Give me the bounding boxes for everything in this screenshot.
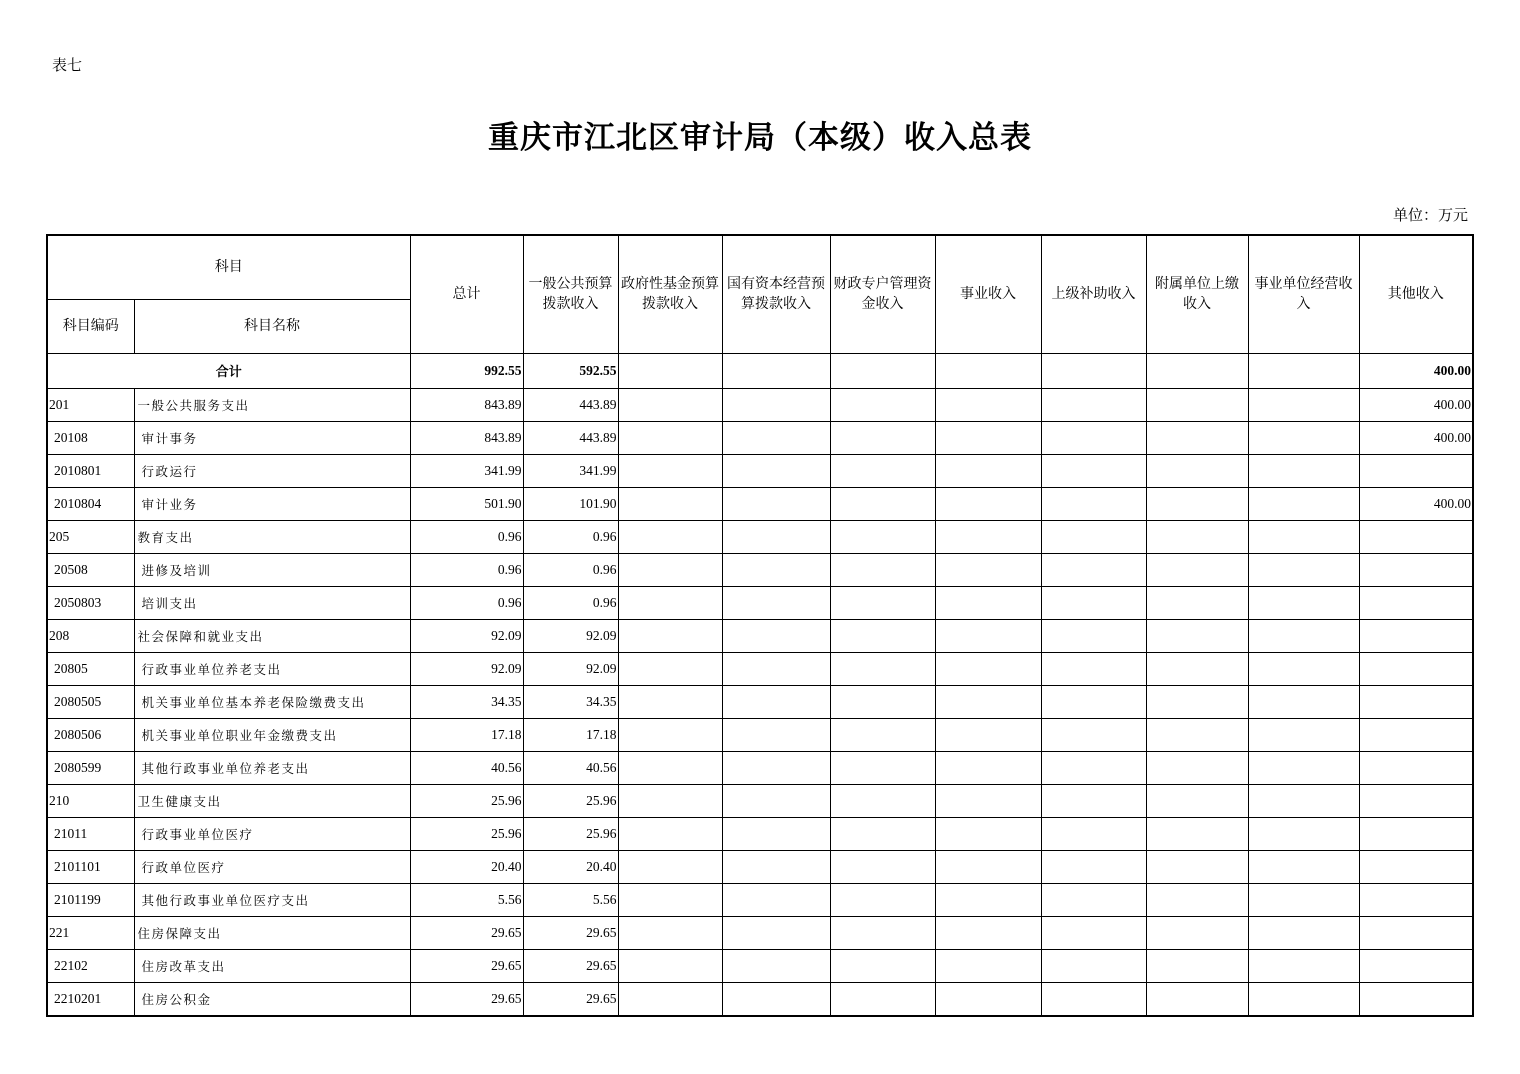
amount-cell xyxy=(935,388,1041,421)
amount-cell xyxy=(935,916,1041,949)
amount-cell: 443.89 xyxy=(523,388,618,421)
amount-cell: 0.96 xyxy=(410,586,523,619)
amount-cell xyxy=(722,487,830,520)
amount-cell xyxy=(722,883,830,916)
amount-cell xyxy=(618,949,722,982)
amount-cell xyxy=(935,784,1041,817)
subject-name-cell: 审计事务 xyxy=(134,421,410,454)
amount-cell: 92.09 xyxy=(523,619,618,652)
amount-cell xyxy=(618,817,722,850)
amount-cell xyxy=(1146,685,1248,718)
amount-cell: 20.40 xyxy=(523,850,618,883)
table-row xyxy=(47,652,1473,685)
amount-cell xyxy=(1041,751,1146,784)
page-title: 重庆市江北区审计局（本级）收入总表 xyxy=(488,120,1032,156)
amount-cell: 29.65 xyxy=(410,982,523,1016)
total-label: 合计 xyxy=(47,353,410,388)
amount-cell xyxy=(1248,685,1359,718)
amount-cell: 5.56 xyxy=(410,883,523,916)
amount-cell xyxy=(1146,949,1248,982)
amount-cell xyxy=(1248,454,1359,487)
amount-cell: 25.96 xyxy=(523,784,618,817)
amount-cell xyxy=(1146,652,1248,685)
amount-cell xyxy=(1146,553,1248,586)
subject-name-cell: 卫生健康支出 xyxy=(134,784,410,817)
amount-cell xyxy=(935,751,1041,784)
header-superior-subsidy: 上级补助收入 xyxy=(1041,235,1146,353)
amount-cell xyxy=(935,883,1041,916)
table-row xyxy=(47,685,1473,718)
amount-cell: 25.96 xyxy=(410,784,523,817)
amount-cell xyxy=(830,652,935,685)
subject-code-cell: 205 xyxy=(47,520,134,553)
amount-cell xyxy=(618,421,722,454)
amount-cell: 17.18 xyxy=(523,718,618,751)
subject-code-cell: 21011 xyxy=(47,817,134,850)
table-row xyxy=(47,751,1473,784)
amount-cell xyxy=(1146,421,1248,454)
amount-cell: 29.65 xyxy=(410,916,523,949)
amount-cell xyxy=(830,553,935,586)
amount-cell xyxy=(1146,916,1248,949)
amount-cell: 92.09 xyxy=(410,652,523,685)
table-row xyxy=(47,553,1473,586)
amount-cell: 0.96 xyxy=(523,586,618,619)
amount-cell xyxy=(1359,982,1473,1016)
subject-name-cell: 机关事业单位基本养老保险缴费支出 xyxy=(134,685,410,718)
amount-cell xyxy=(722,520,830,553)
subject-code-cell: 2050803 xyxy=(47,586,134,619)
amount-cell xyxy=(830,520,935,553)
header-affiliated: 附属单位上缴收入 xyxy=(1146,235,1248,353)
amount-cell xyxy=(1248,652,1359,685)
total-cell: 992.55 xyxy=(410,353,523,388)
amount-cell xyxy=(1041,718,1146,751)
amount-cell xyxy=(1041,817,1146,850)
amount-cell: 29.65 xyxy=(523,949,618,982)
header-business: 事业收入 xyxy=(935,235,1041,353)
amount-cell xyxy=(722,982,830,1016)
amount-cell: 843.89 xyxy=(410,421,523,454)
table-row xyxy=(47,718,1473,751)
amount-cell xyxy=(1359,520,1473,553)
amount-cell xyxy=(1041,949,1146,982)
total-cell xyxy=(1146,353,1248,388)
amount-cell xyxy=(722,850,830,883)
amount-cell xyxy=(935,619,1041,652)
amount-cell xyxy=(830,586,935,619)
subject-name-cell: 一般公共服务支出 xyxy=(134,388,410,421)
header-gov-fund: 政府性基金预算拨款收入 xyxy=(618,235,722,353)
amount-cell: 0.96 xyxy=(410,553,523,586)
amount-cell: 25.96 xyxy=(523,817,618,850)
amount-cell xyxy=(1248,883,1359,916)
table-row xyxy=(47,388,1473,421)
table-row xyxy=(47,421,1473,454)
amount-cell xyxy=(830,850,935,883)
amount-cell xyxy=(1041,454,1146,487)
amount-cell xyxy=(1359,619,1473,652)
subject-code-cell: 201 xyxy=(47,388,134,421)
subject-code-cell: 208 xyxy=(47,619,134,652)
amount-cell xyxy=(1146,751,1248,784)
amount-cell: 34.35 xyxy=(523,685,618,718)
amount-cell xyxy=(1041,388,1146,421)
amount-cell xyxy=(1248,751,1359,784)
subject-code-cell: 221 xyxy=(47,916,134,949)
subject-code-cell: 20805 xyxy=(47,652,134,685)
amount-cell xyxy=(1146,718,1248,751)
amount-cell xyxy=(1041,553,1146,586)
amount-cell xyxy=(830,784,935,817)
amount-cell xyxy=(1359,454,1473,487)
amount-cell xyxy=(1041,586,1146,619)
header-business-operation: 事业单位经营收入 xyxy=(1248,235,1359,353)
table-row xyxy=(47,949,1473,982)
amount-cell xyxy=(722,916,830,949)
amount-cell xyxy=(618,916,722,949)
amount-cell: 400.00 xyxy=(1359,388,1473,421)
amount-cell xyxy=(935,520,1041,553)
subject-code-cell: 2080505 xyxy=(47,685,134,718)
header-subject-name: 科目名称 xyxy=(134,299,410,353)
amount-cell xyxy=(618,850,722,883)
amount-cell xyxy=(830,817,935,850)
subject-code-cell: 20508 xyxy=(47,553,134,586)
amount-cell xyxy=(1146,520,1248,553)
amount-cell: 400.00 xyxy=(1359,421,1473,454)
amount-cell xyxy=(722,817,830,850)
amount-cell xyxy=(1146,784,1248,817)
amount-cell xyxy=(935,553,1041,586)
amount-cell: 501.90 xyxy=(410,487,523,520)
amount-cell xyxy=(935,718,1041,751)
amount-cell xyxy=(935,982,1041,1016)
amount-cell: 92.09 xyxy=(410,619,523,652)
amount-cell xyxy=(830,388,935,421)
amount-cell xyxy=(1248,916,1359,949)
table-row xyxy=(47,586,1473,619)
amount-cell: 0.96 xyxy=(410,520,523,553)
subject-name-cell: 其他行政事业单位医疗支出 xyxy=(134,883,410,916)
amount-cell: 29.65 xyxy=(410,949,523,982)
total-row xyxy=(47,353,1473,388)
table-row xyxy=(47,619,1473,652)
amount-cell xyxy=(1041,850,1146,883)
subject-code-cell: 2080506 xyxy=(47,718,134,751)
amount-cell xyxy=(935,652,1041,685)
amount-cell xyxy=(618,784,722,817)
amount-cell xyxy=(1146,850,1248,883)
amount-cell xyxy=(618,586,722,619)
amount-cell xyxy=(1248,520,1359,553)
amount-cell: 0.96 xyxy=(523,520,618,553)
table-row xyxy=(47,850,1473,883)
amount-cell xyxy=(618,619,722,652)
amount-cell: 40.56 xyxy=(410,751,523,784)
table-row xyxy=(47,454,1473,487)
total-cell xyxy=(722,353,830,388)
amount-cell xyxy=(830,982,935,1016)
amount-cell xyxy=(1146,388,1248,421)
subject-name-cell: 其他行政事业单位养老支出 xyxy=(134,751,410,784)
amount-cell xyxy=(1248,817,1359,850)
amount-cell: 29.65 xyxy=(523,916,618,949)
amount-cell xyxy=(1041,916,1146,949)
amount-cell xyxy=(1146,487,1248,520)
amount-cell xyxy=(722,421,830,454)
amount-cell xyxy=(830,421,935,454)
amount-cell: 0.96 xyxy=(523,553,618,586)
amount-cell: 40.56 xyxy=(523,751,618,784)
amount-cell xyxy=(1359,916,1473,949)
subject-code-cell: 2101199 xyxy=(47,883,134,916)
amount-cell xyxy=(722,619,830,652)
amount-cell: 101.90 xyxy=(523,487,618,520)
amount-cell xyxy=(1248,553,1359,586)
amount-cell xyxy=(830,751,935,784)
amount-cell xyxy=(1041,784,1146,817)
subject-name-cell: 行政运行 xyxy=(134,454,410,487)
subject-name-cell: 进修及培训 xyxy=(134,553,410,586)
total-cell xyxy=(618,353,722,388)
header-total: 总计 xyxy=(410,235,523,353)
amount-cell xyxy=(1248,718,1359,751)
subject-name-cell: 机关事业单位职业年金缴费支出 xyxy=(134,718,410,751)
amount-cell xyxy=(830,883,935,916)
amount-cell: 92.09 xyxy=(523,652,618,685)
subject-code-cell: 2101101 xyxy=(47,850,134,883)
amount-cell xyxy=(1146,454,1248,487)
header-special-account: 财政专户管理资金收入 xyxy=(830,235,935,353)
amount-cell xyxy=(722,388,830,421)
subject-name-cell: 住房改革支出 xyxy=(134,949,410,982)
amount-cell: 443.89 xyxy=(523,421,618,454)
amount-cell xyxy=(1041,421,1146,454)
table-row xyxy=(47,784,1473,817)
total-cell xyxy=(1041,353,1146,388)
total-cell xyxy=(830,353,935,388)
subject-name-cell: 社会保障和就业支出 xyxy=(134,619,410,652)
amount-cell xyxy=(1146,982,1248,1016)
amount-cell xyxy=(1041,982,1146,1016)
amount-cell xyxy=(1248,784,1359,817)
amount-cell xyxy=(618,652,722,685)
total-cell xyxy=(935,353,1041,388)
table-body xyxy=(47,353,1473,1016)
amount-cell xyxy=(722,784,830,817)
amount-cell xyxy=(1359,685,1473,718)
subject-code-cell: 22102 xyxy=(47,949,134,982)
amount-cell xyxy=(1359,553,1473,586)
amount-cell xyxy=(618,388,722,421)
amount-cell xyxy=(722,685,830,718)
table-row xyxy=(47,916,1473,949)
amount-cell xyxy=(830,685,935,718)
subject-name-cell: 行政单位医疗 xyxy=(134,850,410,883)
amount-cell xyxy=(830,487,935,520)
subject-name-cell: 教育支出 xyxy=(134,520,410,553)
subject-code-cell: 210 xyxy=(47,784,134,817)
subject-name-cell: 住房公积金 xyxy=(134,982,410,1016)
table-row xyxy=(47,487,1473,520)
unit-label: 单位：万元 xyxy=(1392,206,1468,224)
table-row xyxy=(47,883,1473,916)
total-cell: 400.00 xyxy=(1359,353,1473,388)
amount-cell xyxy=(618,454,722,487)
amount-cell xyxy=(618,553,722,586)
header-general-budget: 一般公共预算拨款收入 xyxy=(523,235,618,353)
amount-cell xyxy=(618,883,722,916)
amount-cell xyxy=(722,553,830,586)
amount-cell xyxy=(618,982,722,1016)
subject-code-cell: 20108 xyxy=(47,421,134,454)
amount-cell: 34.35 xyxy=(410,685,523,718)
amount-cell xyxy=(1146,619,1248,652)
sheet-label: 表七 xyxy=(52,56,83,74)
amount-cell: 341.99 xyxy=(410,454,523,487)
table-row xyxy=(47,982,1473,1016)
subject-code-cell: 2010801 xyxy=(47,454,134,487)
amount-cell xyxy=(1359,652,1473,685)
subject-code-cell: 2210201 xyxy=(47,982,134,1016)
amount-cell: 843.89 xyxy=(410,388,523,421)
amount-cell xyxy=(618,751,722,784)
subject-name-cell: 培训支出 xyxy=(134,586,410,619)
amount-cell xyxy=(1041,487,1146,520)
amount-cell xyxy=(1248,487,1359,520)
amount-cell xyxy=(1248,586,1359,619)
header-other: 其他收入 xyxy=(1359,235,1473,353)
subject-name-cell: 行政事业单位医疗 xyxy=(134,817,410,850)
amount-cell xyxy=(830,916,935,949)
amount-cell xyxy=(935,949,1041,982)
amount-cell xyxy=(722,454,830,487)
amount-cell xyxy=(935,421,1041,454)
amount-cell xyxy=(1146,817,1248,850)
amount-cell xyxy=(722,949,830,982)
amount-cell xyxy=(618,718,722,751)
amount-cell: 5.56 xyxy=(523,883,618,916)
amount-cell xyxy=(935,817,1041,850)
amount-cell xyxy=(935,850,1041,883)
amount-cell xyxy=(1041,520,1146,553)
amount-cell xyxy=(722,751,830,784)
amount-cell: 29.65 xyxy=(523,982,618,1016)
amount-cell xyxy=(1248,388,1359,421)
amount-cell: 400.00 xyxy=(1359,487,1473,520)
total-cell xyxy=(1248,353,1359,388)
table-row xyxy=(47,817,1473,850)
amount-cell xyxy=(1248,949,1359,982)
amount-cell xyxy=(1248,982,1359,1016)
amount-cell xyxy=(722,652,830,685)
amount-cell xyxy=(1359,751,1473,784)
amount-cell xyxy=(935,586,1041,619)
amount-cell xyxy=(1359,883,1473,916)
amount-cell: 25.96 xyxy=(410,817,523,850)
amount-cell xyxy=(618,520,722,553)
amount-cell xyxy=(618,487,722,520)
amount-cell xyxy=(830,718,935,751)
amount-cell xyxy=(1041,685,1146,718)
amount-cell xyxy=(722,718,830,751)
amount-cell xyxy=(1359,817,1473,850)
amount-cell xyxy=(935,487,1041,520)
amount-cell xyxy=(1248,421,1359,454)
amount-cell xyxy=(830,619,935,652)
income-summary-table xyxy=(46,234,1474,1017)
amount-cell xyxy=(1359,949,1473,982)
amount-cell: 341.99 xyxy=(523,454,618,487)
subject-name-cell: 审计业务 xyxy=(134,487,410,520)
amount-cell xyxy=(1146,883,1248,916)
amount-cell xyxy=(1248,850,1359,883)
amount-cell xyxy=(1041,652,1146,685)
amount-cell xyxy=(1041,619,1146,652)
amount-cell xyxy=(722,586,830,619)
amount-cell: 20.40 xyxy=(410,850,523,883)
amount-cell xyxy=(1146,586,1248,619)
subject-name-cell: 住房保障支出 xyxy=(134,916,410,949)
amount-cell xyxy=(1359,784,1473,817)
amount-cell xyxy=(1359,718,1473,751)
total-cell: 592.55 xyxy=(523,353,618,388)
amount-cell xyxy=(1359,850,1473,883)
amount-cell xyxy=(1248,619,1359,652)
header-subject-group: 科目 xyxy=(47,235,410,299)
amount-cell xyxy=(935,454,1041,487)
subject-code-cell: 2010804 xyxy=(47,487,134,520)
subject-name-cell: 行政事业单位养老支出 xyxy=(134,652,410,685)
amount-cell: 17.18 xyxy=(410,718,523,751)
amount-cell xyxy=(1359,586,1473,619)
subject-code-cell: 2080599 xyxy=(47,751,134,784)
amount-cell xyxy=(618,685,722,718)
amount-cell xyxy=(1041,883,1146,916)
amount-cell xyxy=(935,685,1041,718)
table-row xyxy=(47,520,1473,553)
header-subject-code: 科目编码 xyxy=(47,299,134,353)
amount-cell xyxy=(830,949,935,982)
amount-cell xyxy=(830,454,935,487)
header-state-capital: 国有资本经营预算拨款收入 xyxy=(722,235,830,353)
